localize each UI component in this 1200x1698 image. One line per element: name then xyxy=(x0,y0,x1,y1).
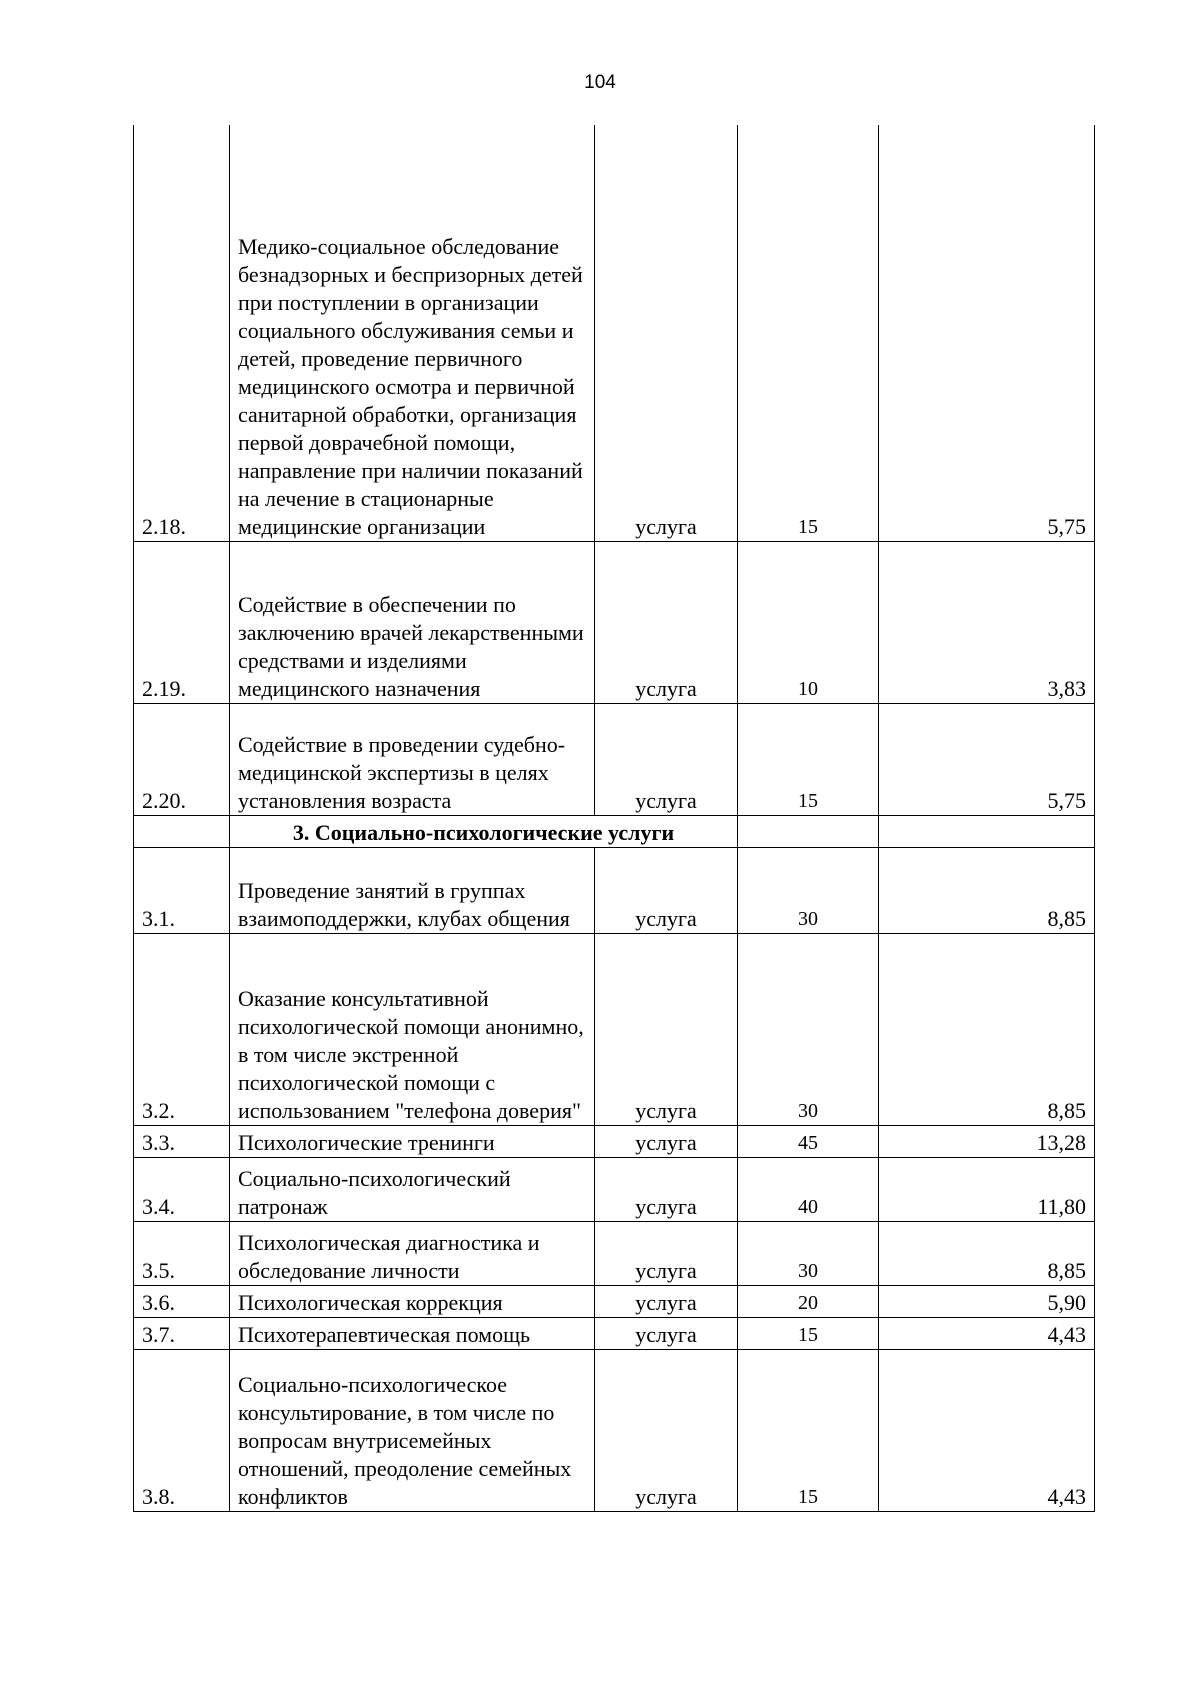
services-table xyxy=(133,125,1095,1512)
price: 8,85 xyxy=(879,847,1095,933)
table-row xyxy=(134,1285,1095,1317)
price: 5,75 xyxy=(879,703,1095,815)
empty-cell xyxy=(879,815,1095,847)
service-name: Содействие в обеспечении по заключению врачей лекарственными средствами и изделиями медицинского назначения xyxy=(230,541,595,703)
time-norm: 15 xyxy=(738,703,879,815)
empty-cell xyxy=(738,815,879,847)
price: 5,90 xyxy=(879,1285,1095,1317)
unit-of-measure: услуга xyxy=(595,1157,738,1221)
table-row xyxy=(134,703,1095,815)
unit-of-measure: услуга xyxy=(595,933,738,1125)
row-number: 2.19. xyxy=(134,541,230,703)
table-row xyxy=(134,1221,1095,1285)
row-number: 3.7. xyxy=(134,1317,230,1349)
time-norm: 40 xyxy=(738,1157,879,1221)
table-row xyxy=(134,541,1095,703)
time-norm: 20 xyxy=(738,1285,879,1317)
price: 8,85 xyxy=(879,1221,1095,1285)
service-name: Психологическая диагностика и обследование личности xyxy=(230,1221,595,1285)
time-norm: 15 xyxy=(738,125,879,541)
unit-of-measure: услуга xyxy=(595,1125,738,1157)
table-row xyxy=(134,1349,1095,1511)
time-norm: 10 xyxy=(738,541,879,703)
price: 5,75 xyxy=(879,125,1095,541)
table-row xyxy=(134,1157,1095,1221)
time-norm: 30 xyxy=(738,933,879,1125)
time-norm: 15 xyxy=(738,1349,879,1511)
service-name: Психотерапевтическая помощь xyxy=(230,1317,595,1349)
table-row xyxy=(134,1317,1095,1349)
row-number: 3.6. xyxy=(134,1285,230,1317)
time-norm: 15 xyxy=(738,1317,879,1349)
row-number: 3.4. xyxy=(134,1157,230,1221)
time-norm: 30 xyxy=(738,847,879,933)
unit-of-measure: услуга xyxy=(595,1221,738,1285)
service-name: Оказание консультативной психологической помощи анонимно, в том числе экстренной психологической помощи с использованием "телефона доверия" xyxy=(230,933,595,1125)
service-name: Содействие в проведении судебно-медицинской экспертизы в целях установления возраста xyxy=(230,703,595,815)
service-name: Психологические тренинги xyxy=(230,1125,595,1157)
row-number: 3.1. xyxy=(134,847,230,933)
table-row xyxy=(134,847,1095,933)
row-number: 3.8. xyxy=(134,1349,230,1511)
services-table-body xyxy=(134,125,1095,1511)
service-name: Проведение занятий в группах взаимоподдержки, клубах общения xyxy=(230,847,595,933)
table-row xyxy=(134,125,1095,541)
row-number: 3.2. xyxy=(134,933,230,1125)
unit-of-measure: услуга xyxy=(595,1349,738,1511)
section-row xyxy=(134,815,1095,847)
time-norm: 30 xyxy=(738,1221,879,1285)
unit-of-measure: услуга xyxy=(595,703,738,815)
price: 3,83 xyxy=(879,541,1095,703)
row-number: 3.5. xyxy=(134,1221,230,1285)
time-norm: 45 xyxy=(738,1125,879,1157)
unit-of-measure: услуга xyxy=(595,125,738,541)
price: 4,43 xyxy=(879,1349,1095,1511)
unit-of-measure: услуга xyxy=(595,541,738,703)
service-name: Медико-социальное обследование безнадзорных и беспризорных детей при поступлении в организации социального обслуживания семьи и детей, проведение первичного медицинского осмотра и первичной санитарной обработки, организация первой доврачебной помощи, направление при наличии показаний на лечение в стационарные медицинские организации xyxy=(230,125,595,541)
service-name: Социально-психологический патронаж xyxy=(230,1157,595,1221)
price: 4,43 xyxy=(879,1317,1095,1349)
empty-cell xyxy=(134,815,230,847)
table-row xyxy=(134,1125,1095,1157)
price: 8,85 xyxy=(879,933,1095,1125)
section-title: 3. Социально-психологические услуги xyxy=(230,815,738,847)
unit-of-measure: услуга xyxy=(595,847,738,933)
page-number: 104 xyxy=(584,72,616,93)
row-number: 3.3. xyxy=(134,1125,230,1157)
service-name: Социально-психологическое консультирование, в том числе по вопросам внутрисемейных отношений, преодоление семейных конфликтов xyxy=(230,1349,595,1511)
price: 11,80 xyxy=(879,1157,1095,1221)
unit-of-measure: услуга xyxy=(595,1317,738,1349)
price: 13,28 xyxy=(879,1125,1095,1157)
unit-of-measure: услуга xyxy=(595,1285,738,1317)
row-number: 2.20. xyxy=(134,703,230,815)
row-number: 2.18. xyxy=(134,125,230,541)
table-row xyxy=(134,933,1095,1125)
service-name: Психологическая коррекция xyxy=(230,1285,595,1317)
